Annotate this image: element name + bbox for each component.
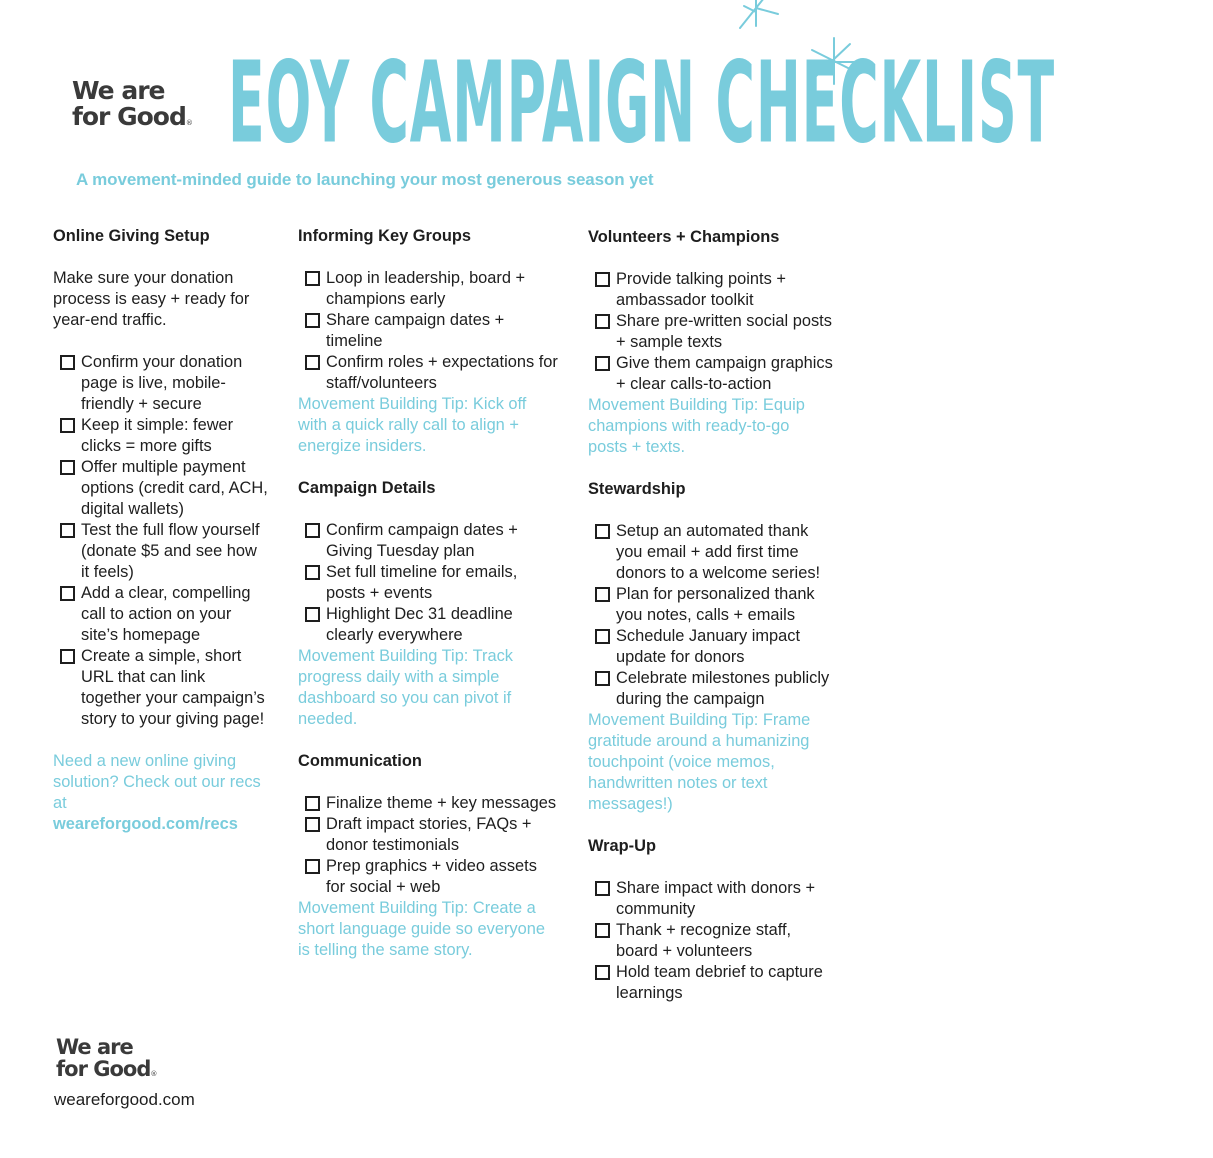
column-right — [588, 227, 833, 1025]
logo-line-1: We are — [72, 76, 165, 105]
checklist-item: Hold team debrief to capture learnings — [588, 962, 833, 1004]
checklist-item: Thank + recognize staff, board + volunteers — [588, 920, 833, 962]
footer-logo-line-2: for Good — [56, 1057, 151, 1081]
movement-tip: Movement Building Tip: Track progress daily with a simple dashboard so you can pivot if needed. — [298, 647, 513, 728]
page-title: EOY CAMPAIGN CHECKLIST — [228, 39, 1056, 170]
checklist-item: Confirm your donation page is live, mobile-friendly + secure — [53, 352, 268, 415]
checklist-item: Share pre-written social posts + sample texts — [588, 311, 833, 353]
section-title-stewardship: Stewardship — [588, 480, 686, 498]
checkbox-icon[interactable] — [595, 272, 610, 287]
checkbox-icon[interactable] — [305, 523, 320, 538]
checkbox-icon[interactable] — [595, 629, 610, 644]
online-giving-checklist — [53, 352, 268, 730]
registered-mark: ® — [150, 1070, 158, 1078]
registered-mark: ® — [185, 119, 193, 127]
checkbox-icon[interactable] — [60, 355, 75, 370]
checklist-item: Keep it simple: fewer clicks = more gifts — [53, 415, 268, 457]
checklist-item: Draft impact stories, FAQs + donor testimonials — [298, 814, 560, 856]
page-subtitle: A movement-minded guide to launching your most generous season yet — [76, 170, 654, 189]
checklist-item: Plan for personalized thank you notes, calls + emails — [588, 584, 833, 626]
checkbox-icon[interactable] — [305, 355, 320, 370]
checklist-item: Provide talking points + ambassador toolkit — [588, 269, 833, 311]
checkbox-icon[interactable] — [305, 796, 320, 811]
movement-tip: Movement Building Tip: Frame gratitude around a humanizing touchpoint (voice memos, handwritten notes or text messages!) — [588, 711, 811, 813]
checklist-item: Schedule January impact update for donors — [588, 626, 833, 668]
section-title-online-giving: Online Giving Setup — [53, 227, 210, 245]
section-title-communication: Communication — [298, 752, 422, 770]
section-campaign-details — [298, 478, 560, 730]
checklist-item: Finalize theme + key messages — [298, 793, 560, 814]
recommendation-text: Need a new online giving solution? Check out our recs at — [53, 752, 261, 812]
checkbox-icon[interactable] — [60, 418, 75, 433]
section-title-informing: Informing Key Groups — [298, 227, 472, 245]
checkbox-icon[interactable] — [305, 565, 320, 580]
section-stewardship — [588, 479, 833, 815]
checklist-item: Loop in leadership, board + champions early — [298, 268, 560, 310]
section-volunteers — [588, 227, 833, 458]
checkbox-icon[interactable] — [305, 607, 320, 622]
checklist-item: Prep graphics + video assets for social + web — [298, 856, 560, 898]
checkbox-icon[interactable] — [60, 586, 75, 601]
checkbox-icon[interactable] — [595, 314, 610, 329]
column-middle — [298, 226, 560, 982]
online-giving-intro: Make sure your donation process is easy + ready for year-end traffic. — [53, 269, 250, 329]
footer-url[interactable]: weareforgood.com — [54, 1090, 195, 1109]
section-wrapup — [588, 836, 833, 1004]
checklist-item: Setup an automated thank you email + add first time donors to a welcome series! — [588, 521, 833, 584]
recommendation-link[interactable]: weareforgood.com/recs — [53, 815, 238, 833]
checkbox-icon[interactable] — [595, 587, 610, 602]
checklist-item: Add a clear, compelling call to action on your site’s homepage — [53, 583, 268, 646]
checklist-item: Test the full flow yourself (donate $5 and see how it feels) — [53, 520, 268, 583]
checkbox-icon[interactable] — [305, 817, 320, 832]
section-title-wrapup: Wrap-Up — [588, 837, 656, 855]
checkbox-icon[interactable] — [595, 524, 610, 539]
logo-line-2: for Good — [72, 102, 186, 131]
checkbox-icon[interactable] — [305, 313, 320, 328]
section-title-campaign-details: Campaign Details — [298, 479, 436, 497]
checklist-item: Share campaign dates + timeline — [298, 310, 560, 352]
sparkle-icon — [734, 0, 782, 32]
checklist-item: Confirm campaign dates + Giving Tuesday plan — [298, 520, 560, 562]
checkbox-icon[interactable] — [595, 923, 610, 938]
brand-logo — [72, 78, 193, 136]
checkbox-icon[interactable] — [305, 859, 320, 874]
checklist-item: Create a simple, short URL that can link together your campaign’s story to your giving page! — [53, 646, 268, 730]
checkbox-icon[interactable] — [595, 671, 610, 686]
section-title-volunteers: Volunteers + Champions — [588, 228, 780, 246]
footer-logo — [56, 1036, 157, 1085]
movement-tip: Movement Building Tip: Create a short language guide so everyone is telling the same story. — [298, 899, 545, 959]
column-online-giving — [53, 226, 268, 835]
checkbox-icon[interactable] — [60, 649, 75, 664]
recommendation-note — [53, 751, 268, 835]
checklist-item: Share impact with donors + community — [588, 878, 833, 920]
checkbox-icon[interactable] — [595, 965, 610, 980]
section-communication — [298, 751, 560, 961]
checklist-item: Celebrate milestones publicly during the campaign — [588, 668, 833, 710]
checklist-item: Highlight Dec 31 deadline clearly everywhere — [298, 604, 560, 646]
checkbox-icon[interactable] — [60, 523, 75, 538]
checkbox-icon[interactable] — [305, 271, 320, 286]
checkbox-icon[interactable] — [595, 356, 610, 371]
checklist-item: Give them campaign graphics + clear calls-to-action — [588, 353, 833, 395]
section-informing — [298, 226, 560, 457]
footer-logo-line-1: We are — [56, 1035, 133, 1059]
checkbox-icon[interactable] — [60, 460, 75, 475]
checkbox-icon[interactable] — [595, 881, 610, 896]
movement-tip: Movement Building Tip: Equip champions with ready-to-go posts + texts. — [588, 396, 805, 456]
checklist-item: Set full timeline for emails, posts + events — [298, 562, 560, 604]
sparkle-icon — [808, 38, 860, 88]
checklist-item: Confirm roles + expectations for staff/volunteers — [298, 352, 560, 394]
checklist-item: Offer multiple payment options (credit card, ACH, digital wallets) — [53, 457, 268, 520]
movement-tip: Movement Building Tip: Kick off with a quick rally call to align + energize insiders. — [298, 395, 527, 455]
